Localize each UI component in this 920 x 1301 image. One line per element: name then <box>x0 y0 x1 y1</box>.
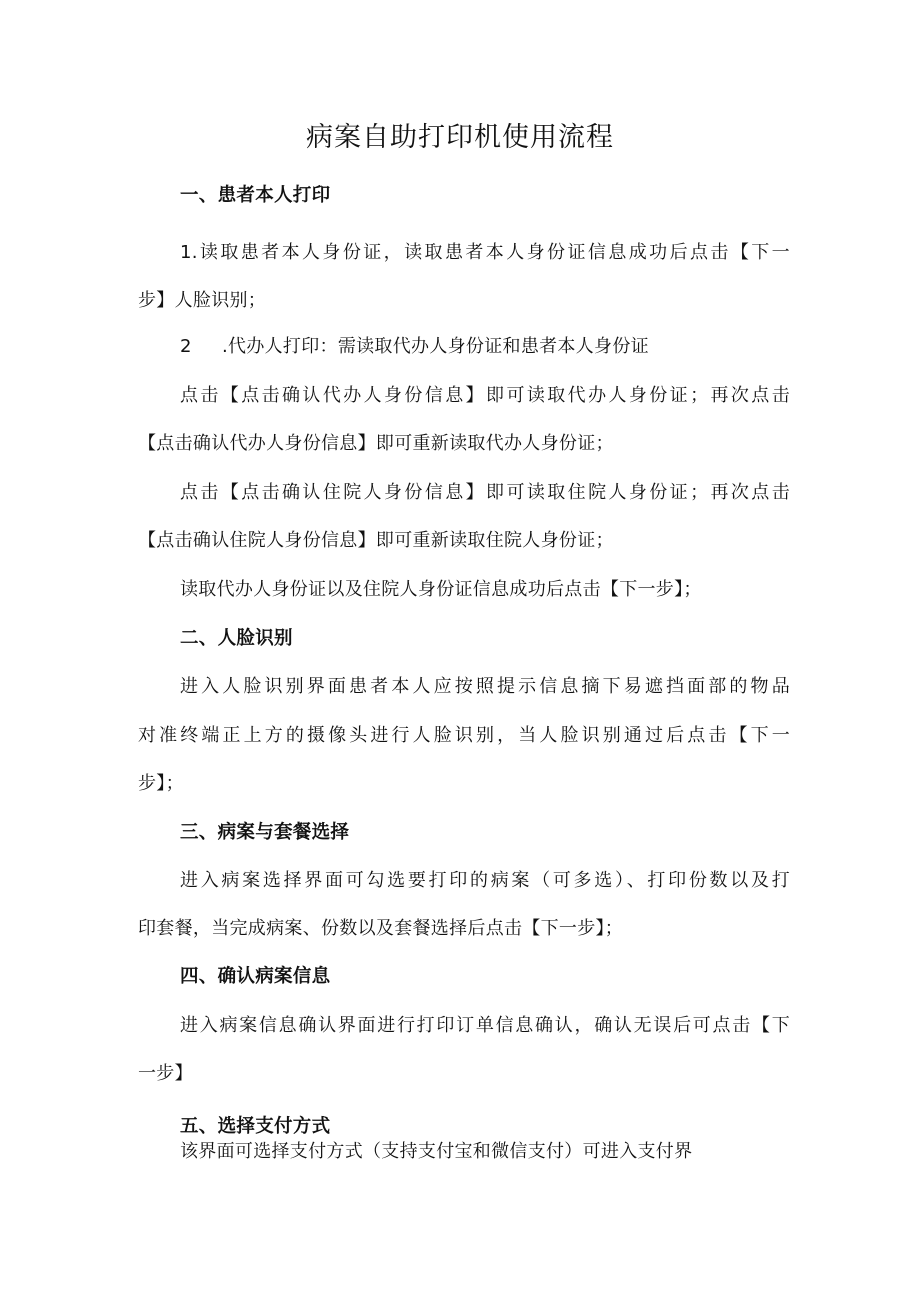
paragraph-line: 该界面可选择支付方式（支持支付宝和微信支付）可进入支付界 <box>180 1141 693 1162</box>
paragraph-line: 印套餐，当完成病案、份数以及套餐选择后点击【下一步】； <box>138 918 624 939</box>
paragraph-line: 一步】 <box>138 1063 193 1084</box>
paragraph-line <box>180 333 790 361</box>
section-heading-1: 一、患者本人打印 <box>180 185 331 206</box>
paragraph-line: 进入病案选择界面可勾选要打印的病案（可多选）、打印份数以及打 <box>180 870 790 891</box>
paragraph-line: 读取代办人身份证以及住院人身份证信息成功后点击【下一步】； <box>180 579 702 600</box>
paragraph-line: 对准终端正上方的摄像头进行人脸识别，当人脸识别通过后点击【下一 <box>138 725 790 746</box>
paragraph-line: 点击【点击确认代办人身份信息】即可读取代办人身份证；再次点击 <box>180 385 790 406</box>
section-heading-5: 五、选择支付方式 <box>180 1116 331 1137</box>
list-number: 2 <box>180 336 192 357</box>
list-text: .代办人打印：需读取代办人身份证和患者本人身份证 <box>222 336 649 357</box>
paragraph-line: 步】； <box>138 773 184 794</box>
paragraph-line: 点击【点击确认住院人身份信息】即可读取住院人身份证；再次点击 <box>180 482 790 503</box>
paragraph-line: 步】人脸识别； <box>138 290 267 311</box>
paragraph-line: 进入病案信息确认界面进行打印订单信息确认，确认无误后可点击【下 <box>180 1015 790 1036</box>
section-heading-4: 四、确认病案信息 <box>180 966 331 987</box>
section-heading-3: 三、病案与套餐选择 <box>180 822 350 843</box>
paragraph-line: 进入人脸识别界面患者本人应按照提示信息摘下易遮挡面部的物品 <box>180 676 790 697</box>
paragraph-line: 【点击确认代办人身份信息】即可重新读取代办人身份证； <box>138 433 614 454</box>
paragraph-line: 1.读取患者本人身份证，读取患者本人身份证信息成功后点击【下一 <box>180 242 790 263</box>
page-title: 病案自助打印机使用流程 <box>306 122 614 153</box>
section-heading-2: 二、人脸识别 <box>180 628 293 649</box>
paragraph-line: 【点击确认住院人身份信息】即可重新读取住院人身份证； <box>138 530 614 551</box>
